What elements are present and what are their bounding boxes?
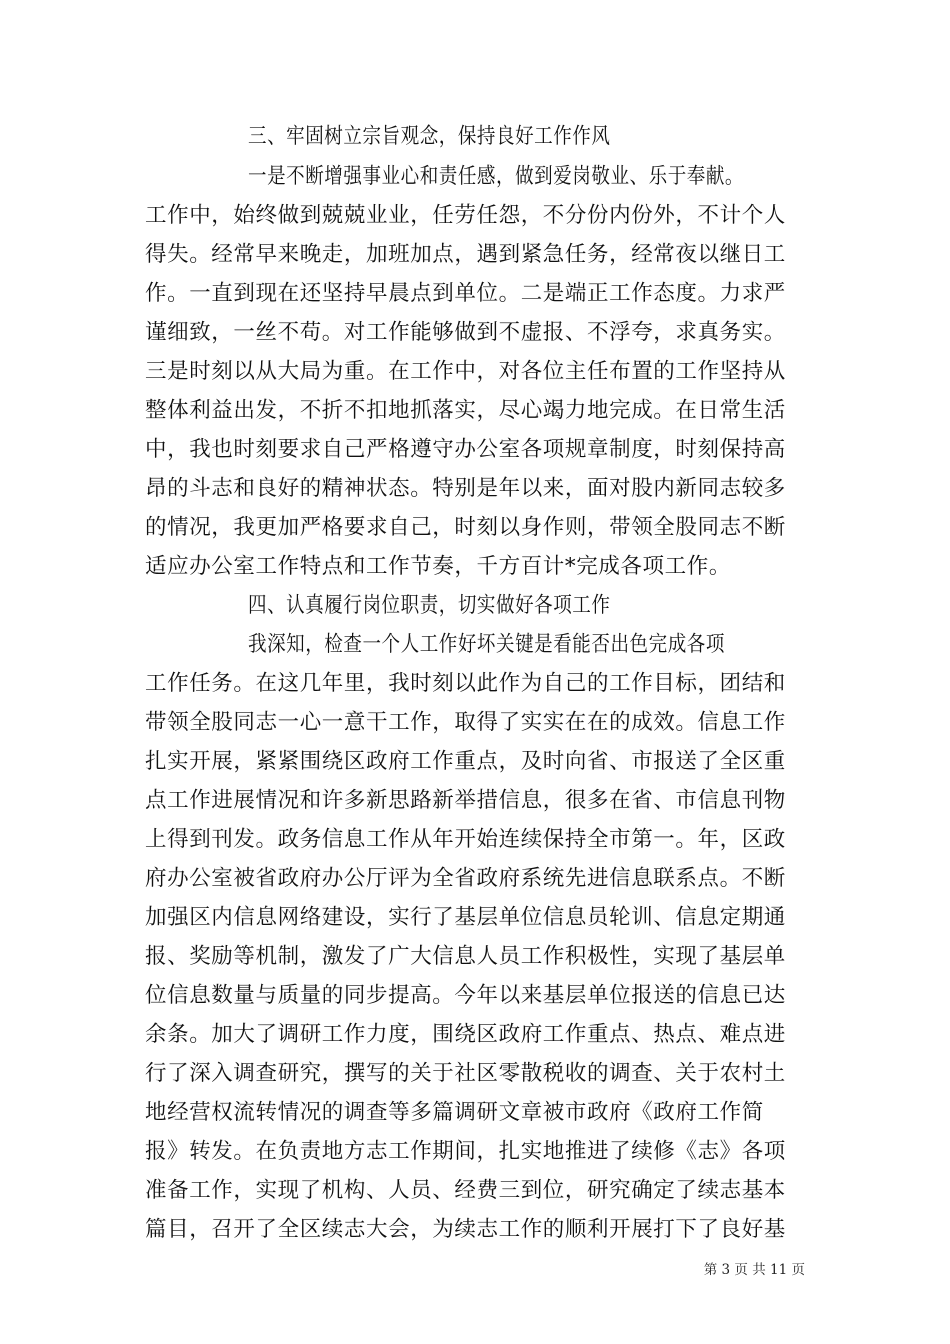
paragraph-line: 扎实开展，紧紧围绕区政府工作重点，及时向省、市报送了全区重 [145,749,786,774]
section-heading-3: 三、牢固树立宗旨观念，保持良好工作作风 [248,124,611,149]
paragraph-line: 上得到刊发。政务信息工作从年开始连续保持全市第一。年，区政 [145,827,786,852]
paragraph-line: 谨细致，一丝不苟。对工作能够做到不虚报、不浮夸，求真务实。 [145,320,786,345]
paragraph-line: 我深知，检查一个人工作好坏关键是看能否出色完成各项 [248,632,725,657]
page-number: 第 3 页 共 11 页 [703,1262,805,1278]
paragraph-line: 余条。加大了调研工作力度，围绕区政府工作重点、热点、难点进 [145,1022,786,1047]
paragraph-line: 三是时刻以从大局为重。在工作中，对各位主任布置的工作坚持从 [145,359,786,384]
paragraph-line: 中，我也时刻要求自己严格遵守办公室各项规章制度，时刻保持高 [145,437,786,462]
section-heading-4: 四、认真履行岗位职责，切实做好各项工作 [248,593,611,618]
paragraph-line: 府办公室被省政府办公厅评为全省政府系统先进信息联系点。不断 [145,866,786,891]
paragraph-line: 整体利益出发，不折不扣地抓落实，尽心竭力地完成。在日常生活 [145,398,786,423]
paragraph-line: 位信息数量与质量的同步提高。今年以来基层单位报送的信息已达 [145,983,786,1008]
paragraph-line: 作。一直到现在还坚持早晨点到单位。二是端正工作态度。力求严 [145,281,786,306]
paragraph-line: 点工作进展情况和许多新思路新举措信息，很多在省、市信息刊物 [145,788,786,813]
paragraph-line: 准备工作，实现了机构、人员、经费三到位，研究确定了续志基本 [145,1178,786,1203]
paragraph-line: 昂的斗志和良好的精神状态。特别是年以来，面对股内新同志较多 [145,476,786,501]
paragraph-line: 得失。经常早来晚走，加班加点，遇到紧急任务，经常夜以继日工 [145,242,786,267]
paragraph-line: 报》转发。在负责地方志工作期间，扎实地推进了续修《志》各项 [145,1139,786,1164]
paragraph-line: 加强区内信息网络建设，实行了基层单位信息员轮训、信息定期通 [145,905,786,930]
paragraph-line: 工作任务。在这几年里，我时刻以此作为自己的工作目标，团结和 [145,671,786,696]
paragraph-line: 地经营权流转情况的调查等多篇调研文章被市政府《政府工作简 [145,1100,764,1125]
paragraph-line: 行了深入调查研究，撰写的关于社区零散税收的调查、关于农村土 [145,1061,786,1086]
paragraph-line: 适应办公室工作特点和工作节奏，千方百计*完成各项工作。 [145,554,731,579]
paragraph-line: 带领全股同志一心一意干工作，取得了实实在在的成效。信息工作 [145,710,786,735]
paragraph-line: 报、奖励等机制，激发了广大信息人员工作积极性，实现了基层单 [145,944,786,969]
paragraph-line: 的情况，我更加严格要求自己，时刻以身作则，带领全股同志不断 [145,515,786,540]
paragraph-line: 工作中，始终做到兢兢业业，任劳任怨，不分份内份外，不计个人 [145,203,786,228]
paragraph-line: 一是不断增强事业心和责任感，做到爱岗敬业、乐于奉献。 [248,164,745,189]
paragraph-line: 篇目，召开了全区续志大会，为续志工作的顺利开展打下了良好基 [145,1217,786,1242]
